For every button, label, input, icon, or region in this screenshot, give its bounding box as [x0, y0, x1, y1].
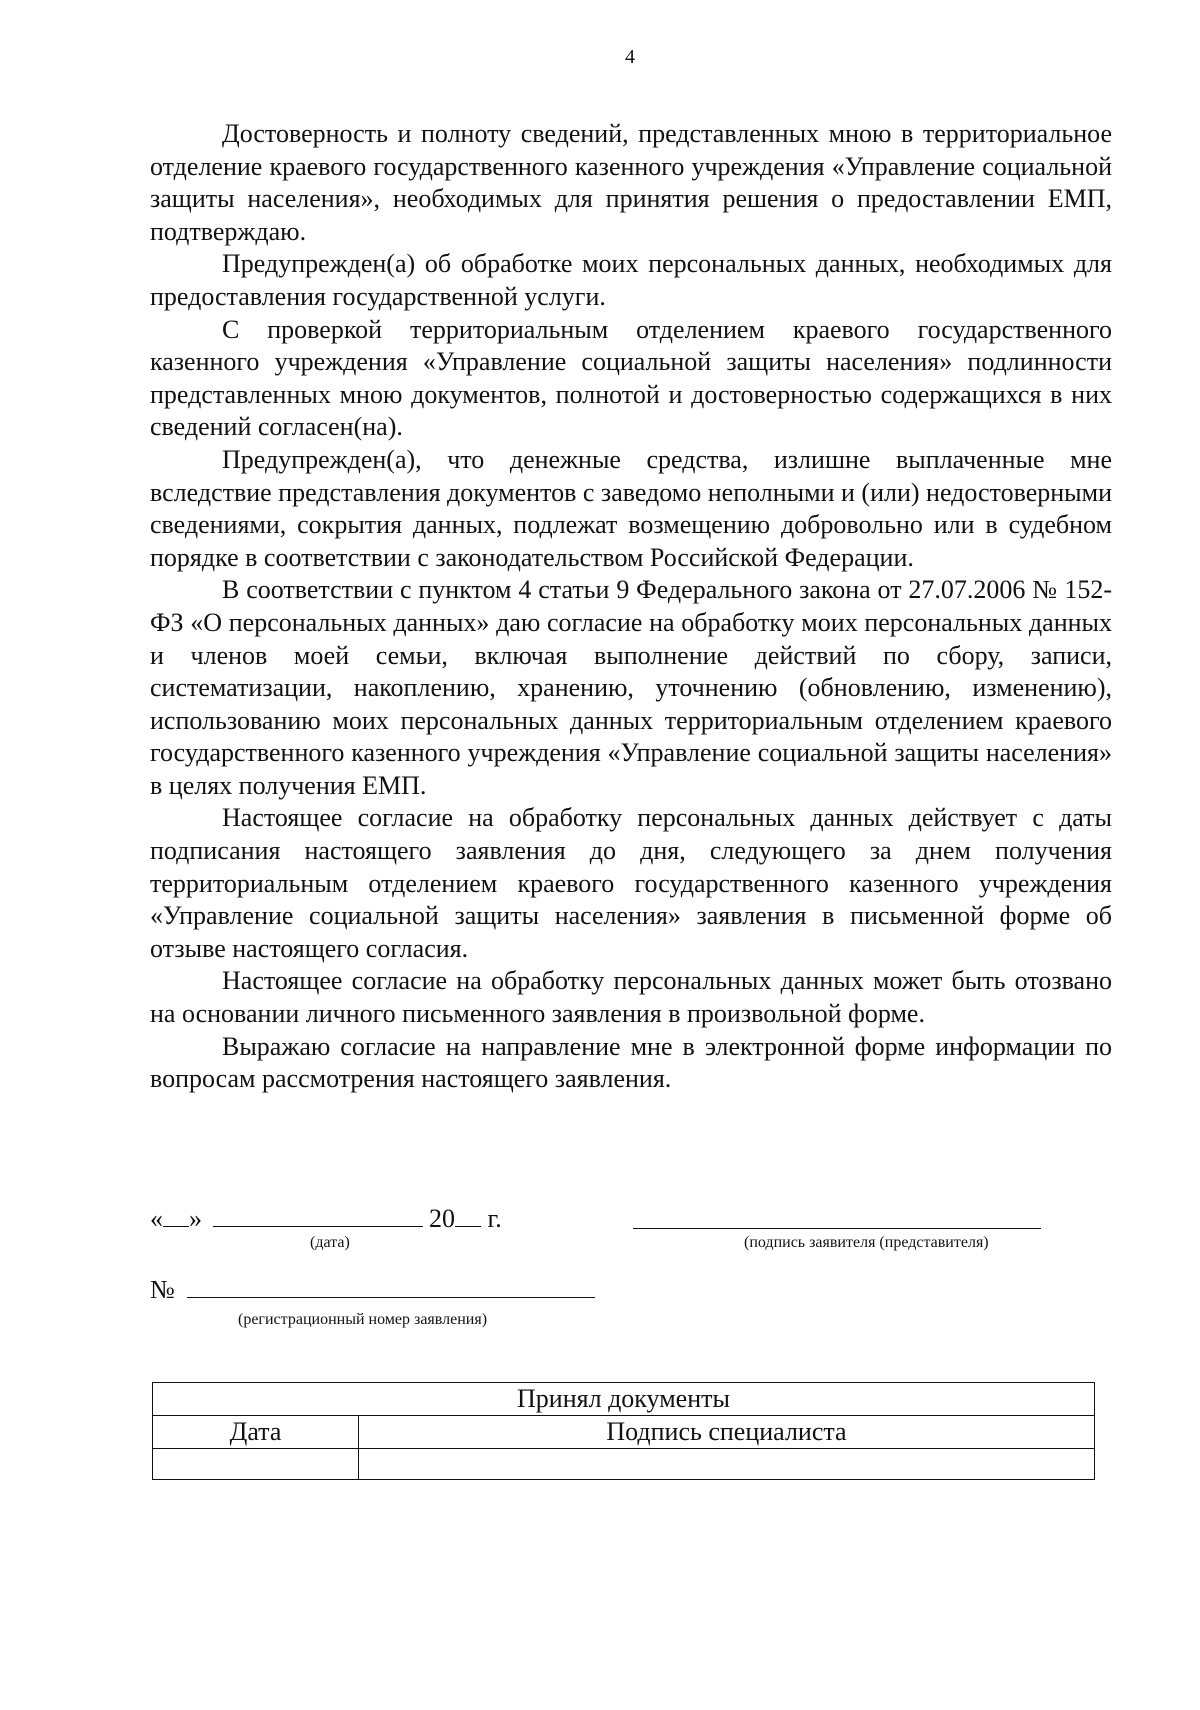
document-body — [150, 118, 1112, 1096]
signature-line[interactable] — [633, 1228, 1041, 1229]
paragraph-verification: С проверкой территориальным отделением краевого государственного казенного учреждения «Управление социальной защиты населения» подлинности представленных мною документов, полнотой и достоверностью содержащихся в них сведений согласен(на). — [150, 314, 1112, 442]
paragraph-consent: В соответствии с пунктом 4 статьи 9 Федерального закона от 27.07.2006 № 152-ФЗ «О персональных данных» даю согласие на обработку моих персональных данных и членов моей семьи, включая выполнение действий по сбору, записи, систематизации, накоплению, хранению, уточнению (обновлению, изменению), использованию моих персональных данных территориальным отделением краевого государственного казенного учреждения «Управление социальной защиты населения» в целях получения ЕМП. — [150, 575, 1112, 800]
date-caption: (дата) — [310, 1234, 350, 1251]
year-blank[interactable] — [455, 1204, 481, 1227]
paragraph-warning-processing: Предупрежден(а) об обработке моих персональных данных, необходимых для предоставления государственной услуги. — [150, 249, 1112, 311]
table-title: Принял документы — [153, 1383, 1095, 1416]
paragraph-refund-warning: Предупрежден(а), что денежные средства, излишне выплаченные мне вследствие представления документов с заведомо неполными и (или) недостоверными сведениями, сокрытия данных, подлежат возмещению добровольно или в судебном порядке в соответствии с законодательством Российской Федерации. — [150, 444, 1112, 572]
year-prefix: 20 — [429, 1204, 455, 1233]
page-number: 4 — [625, 46, 635, 68]
registration-number-blank[interactable] — [187, 1275, 595, 1298]
specialist-signature-cell[interactable] — [359, 1449, 1095, 1480]
paragraph-electronic-consent: Выражаю согласие на направление мне в электронной форме информации по вопросам рассмотрения настоящего заявления. — [150, 1031, 1112, 1094]
signature-caption: (подпись заявителя (представителя) — [744, 1234, 989, 1251]
date-field — [150, 1204, 502, 1234]
paragraph-consent-duration: Настоящее согласие на обработку персональных данных действует с даты подписания настоящего заявления до дня, следующего за днем получения территориальным отделением краевого государственного казенного учреждения «Управление социальной защиты населения» заявления в письменной форме об отзыве настоящего согласия. — [150, 803, 1112, 963]
paragraph-consent-revocation: Настоящее согласие на обработку персональных данных может быть отозвано на основании личного письменного заявления в произвольной форме. — [150, 966, 1112, 1029]
signature-block — [150, 1190, 1112, 1330]
year-suffix: г. — [487, 1204, 502, 1233]
quote-close: » — [189, 1204, 202, 1233]
registration-number-field — [150, 1275, 595, 1305]
month-blank[interactable] — [213, 1204, 423, 1227]
number-sign: № — [150, 1275, 175, 1304]
date-cell[interactable] — [153, 1449, 359, 1480]
column-header-signature: Подпись специалиста — [359, 1416, 1095, 1449]
paragraph-accuracy: Достоверность и полноту сведений, представленных мною в территориальное отделение краевого государственного казенного учреждения «Управление социальной защиты населения», необходимых для принятия решения о предоставлении ЕМП, подтверждаю. — [150, 119, 1112, 246]
registration-caption: (регистрационный номер заявления) — [238, 1311, 488, 1328]
accepted-documents-table — [152, 1382, 1095, 1480]
quote-open: « — [150, 1204, 163, 1233]
day-blank[interactable] — [163, 1204, 189, 1227]
column-header-date: Дата — [153, 1416, 359, 1449]
